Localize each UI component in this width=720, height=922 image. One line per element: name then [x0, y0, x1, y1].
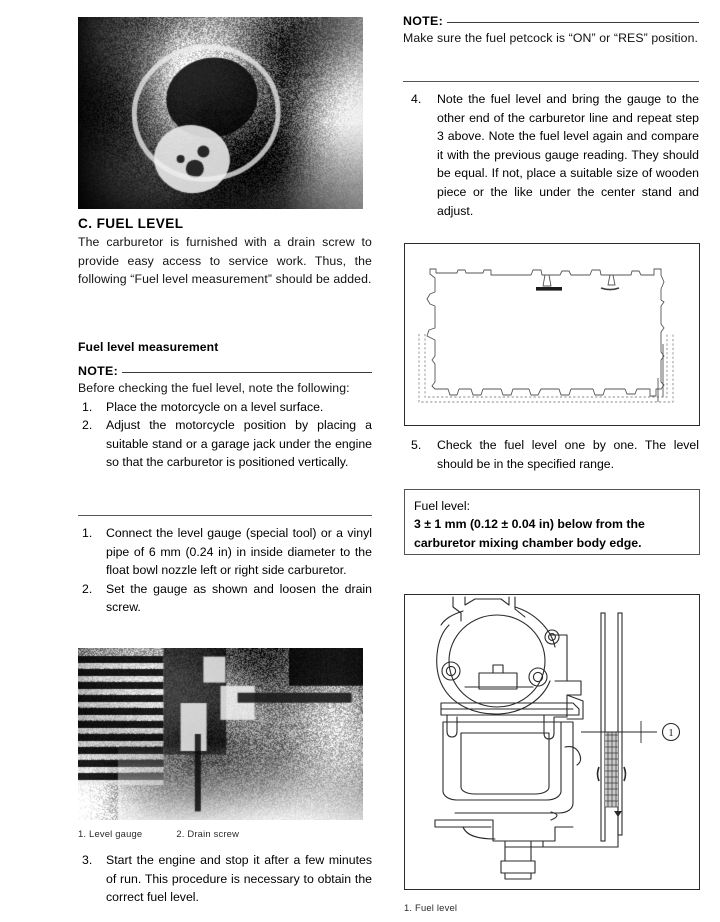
list-item-text: Start the engine and stop it after a few minutes of run. This procedure is necessary to obtain the correct fuel level.	[106, 853, 372, 905]
caption-item	[404, 902, 457, 913]
list-item-number: 5.	[411, 438, 422, 452]
note-text-right: Make sure the fuel petcock is “ON” or “RES” position.	[403, 31, 699, 45]
list-item-number: 3.	[82, 853, 93, 867]
spec-line-2: carburetor mixing chamber body edge.	[414, 535, 642, 550]
procedure-step-3	[78, 851, 372, 907]
list-item	[78, 524, 372, 580]
list-item	[78, 398, 372, 417]
list-item-number: 2.	[82, 418, 93, 433]
nozzle-flange-left	[536, 287, 562, 291]
list-item	[78, 851, 372, 907]
procedure-step-4	[403, 90, 699, 220]
list-item	[78, 416, 372, 472]
note-label-right	[403, 14, 699, 28]
note-label-left	[78, 364, 372, 378]
caption-item	[78, 828, 142, 839]
list-item-text: Adjust the motorcycle position by placing a suitable stand or a garage jack under the engine so that the carburetor is positioned vertically.	[106, 418, 372, 470]
list-item	[78, 580, 372, 617]
list-item-number: 1.	[82, 526, 93, 540]
list-item-text: Set the gauge as shown and loosen the drain screw.	[106, 581, 372, 615]
list-item-number: 2.	[82, 581, 93, 596]
note-label-text: NOTE:	[403, 14, 444, 28]
note-rule	[447, 22, 699, 23]
spec-line-1: 3 ± 1 mm (0.12 ± 0.04 in) below from the	[414, 517, 645, 532]
list-item-number: 1.	[82, 399, 93, 414]
spec-title: Fuel level:	[414, 499, 471, 513]
note-label-text: NOTE:	[78, 364, 119, 378]
caption-number: 2.	[176, 828, 185, 839]
diagram-svg-bottom	[405, 595, 701, 891]
engine-ignition-cover-photo	[78, 17, 363, 209]
note-intro-text: Before checking the fuel level, note the following:	[78, 381, 350, 395]
list-item-text: Check the fuel level one by one. The level should be in the specified range.	[437, 438, 699, 471]
list-item-text: Connect the level gauge (special tool) or a vinyl pipe of 6 mm (0.24 in) in inside diameter to the float bowl nozzle left or right side carburetor.	[106, 526, 372, 578]
caption-label: Fuel level	[415, 902, 458, 913]
caption-number: 1.	[78, 828, 87, 839]
fuel-level-spec-box	[404, 489, 700, 555]
carburetor-cross-section-figure	[404, 594, 700, 890]
fuel-level-reference-line	[581, 721, 680, 743]
carburetor-level-gauge-photo	[78, 648, 363, 820]
callout-number-1: 1	[668, 727, 674, 739]
procedure-step-5	[403, 436, 699, 473]
list-item-text: Place the motorcycle on a level surface.	[106, 399, 324, 414]
carburetor-body-outline-diagram	[404, 243, 700, 426]
nozzle-flange-right	[601, 288, 619, 290]
list-item	[403, 436, 699, 473]
level-gauge-tube	[518, 613, 626, 847]
procedure-steps-left	[78, 524, 372, 617]
note-rule	[122, 372, 372, 373]
note-block-left	[78, 364, 372, 472]
list-item-text: Note the fuel level and bring the gauge to the other end of the carburetor line and repeat step 3 above. Note the fuel level again and compare it with the previous gauge reading. They should be equal. If not, place a suitable size of wooden piece or the like under the center stand and adjust.	[437, 92, 699, 218]
photo-caption-left	[78, 828, 372, 839]
caption-label: Drain screw	[187, 828, 240, 839]
diagram-svg-top	[405, 244, 701, 427]
figure-caption-bottom	[404, 902, 700, 913]
page-title: C. FUEL LEVEL	[78, 216, 184, 231]
list-item-number: 4.	[411, 92, 422, 106]
sub-heading-fuel-level-measurement: Fuel level measurement	[78, 340, 219, 354]
list-item	[403, 90, 699, 220]
note-block-right	[403, 14, 699, 48]
section-divider-left	[78, 515, 372, 516]
caption-number: 1.	[404, 902, 413, 913]
caption-item	[176, 828, 239, 839]
fuel-level-section	[78, 216, 372, 289]
section-paragraph: The carburetor is furnished with a drain screw to provide easy access to service work. Thus, the following “Fuel level measurement” should be added.	[78, 235, 372, 287]
note-list	[78, 398, 372, 472]
section-divider-right	[403, 81, 699, 82]
caption-label: Level gauge	[89, 828, 143, 839]
